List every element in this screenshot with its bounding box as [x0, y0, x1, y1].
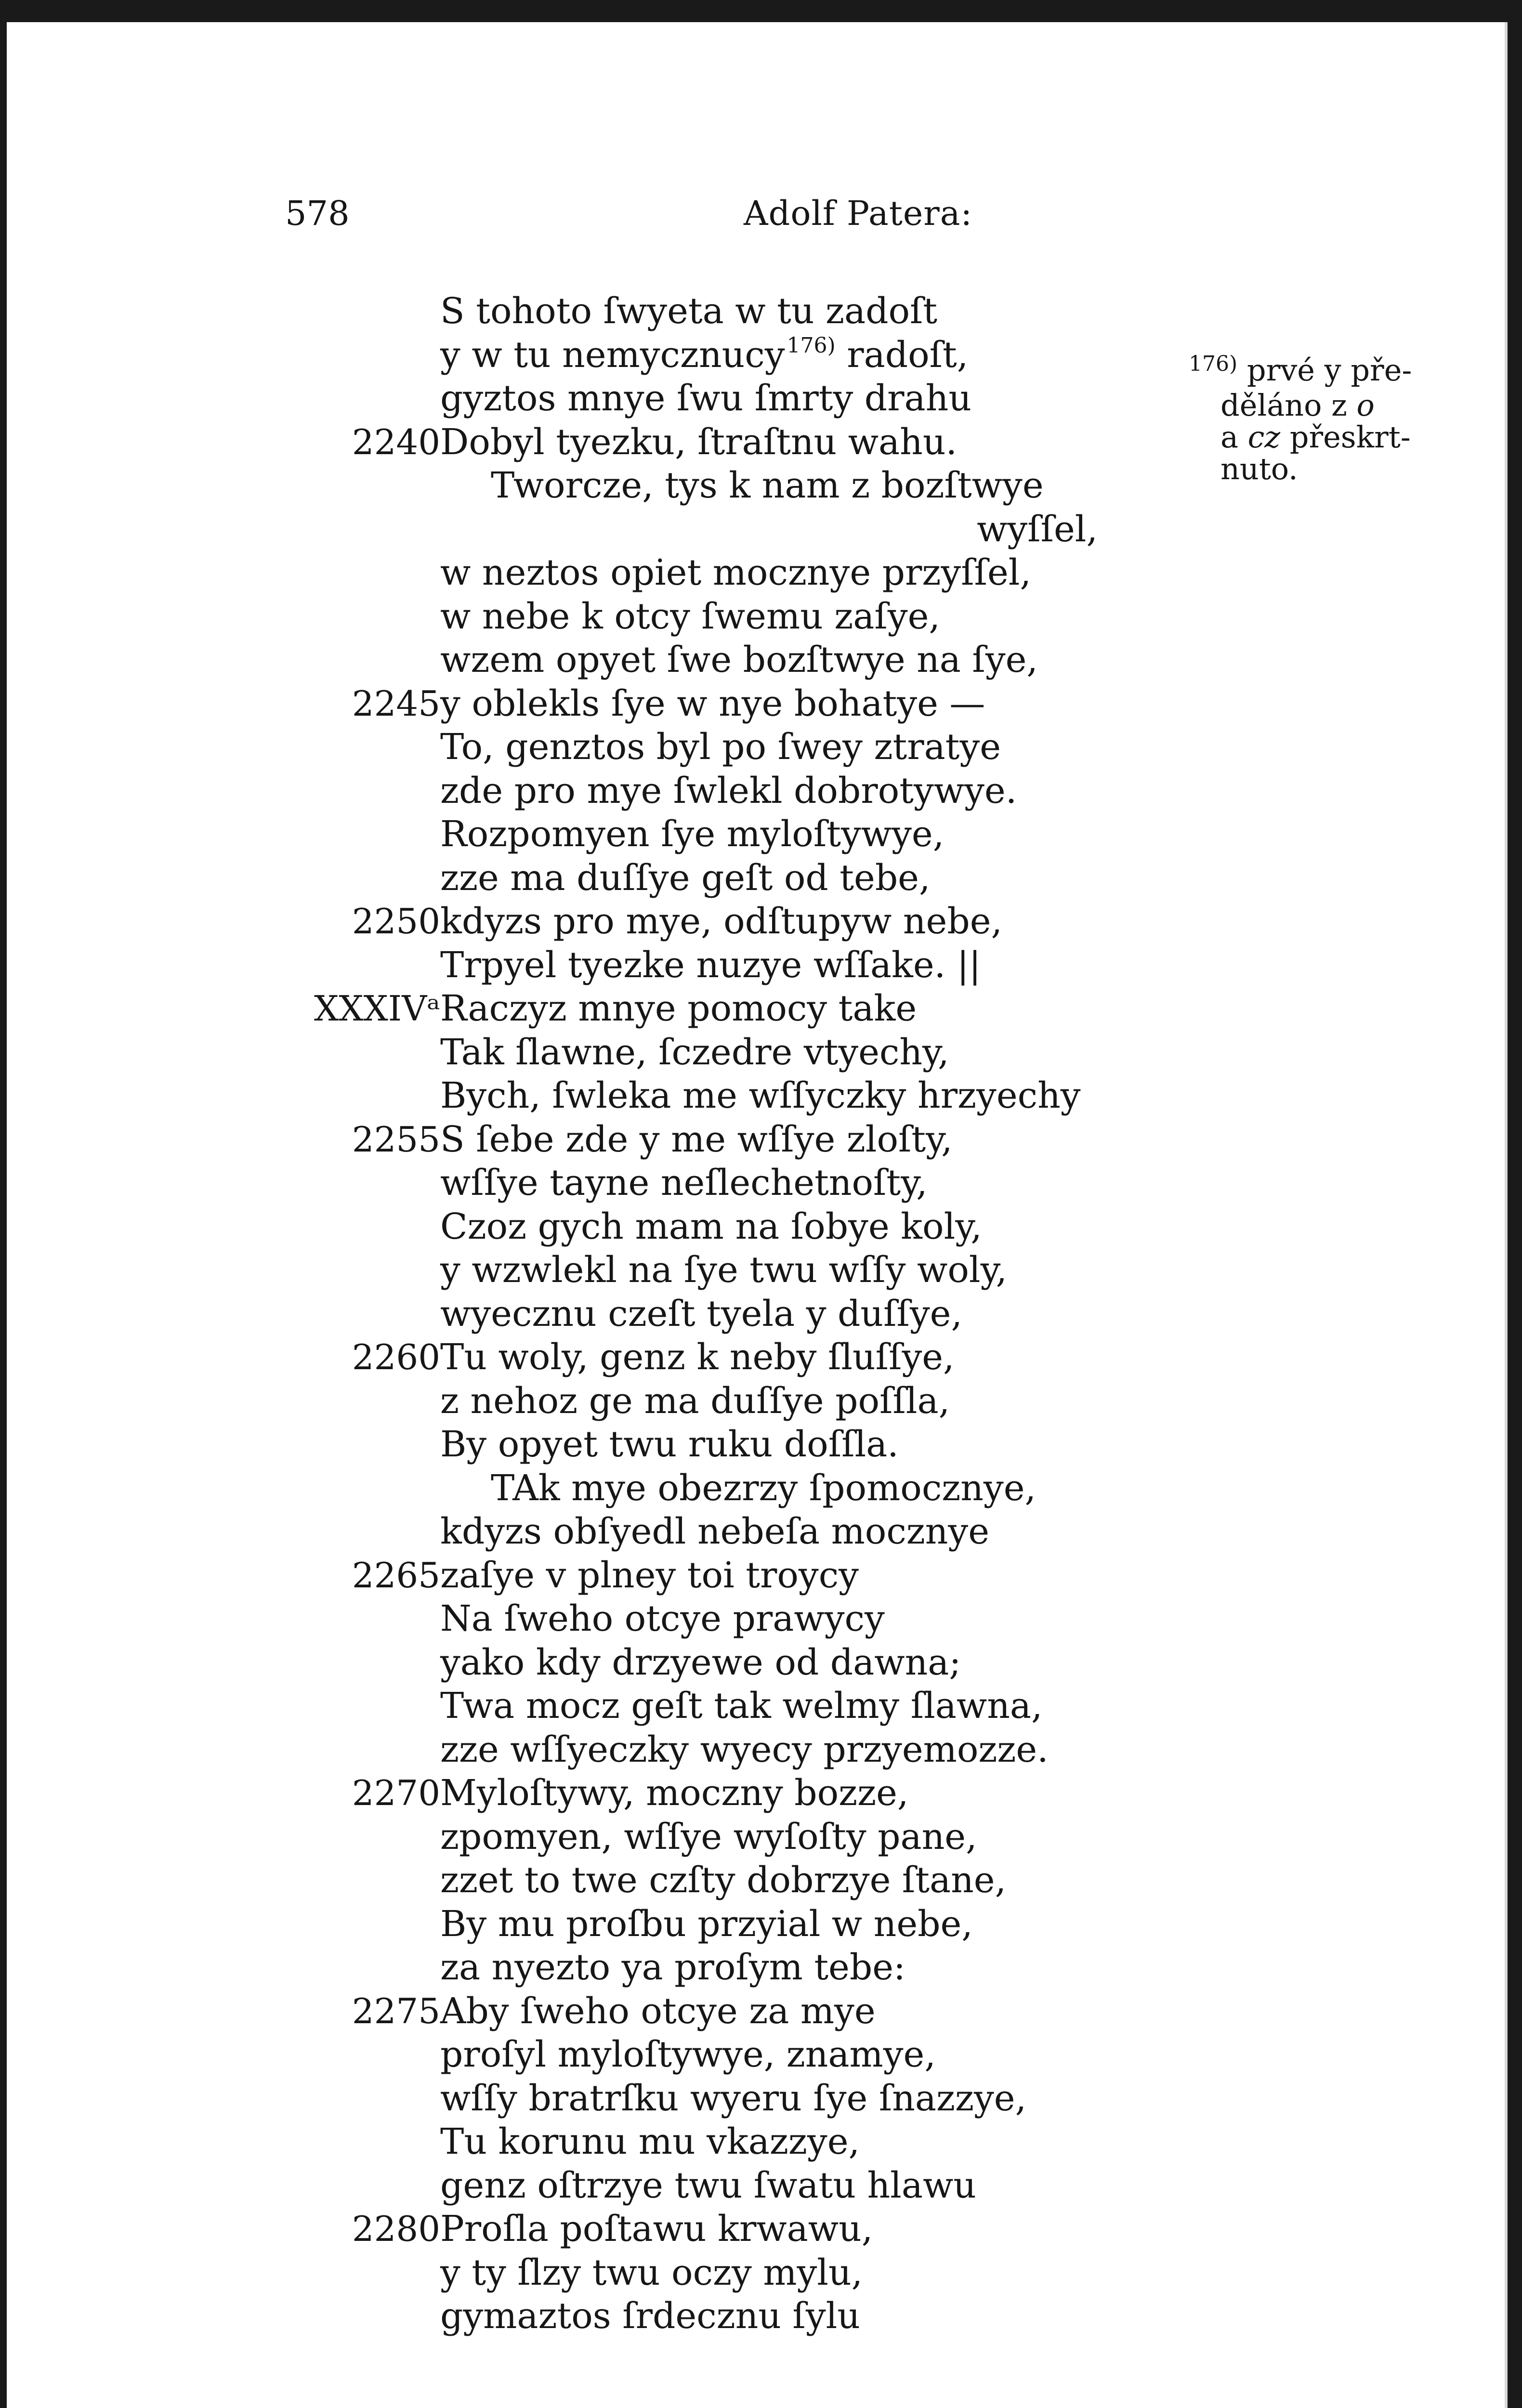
verse-text-line: w nebe k otcy ſwemu zaſye,	[440, 595, 940, 637]
verse-text-line: Bych, ſwleka me wſſyczky hrzyechy	[440, 1075, 1081, 1116]
verse-line	[7, 289, 1505, 333]
verse-line	[7, 769, 1505, 813]
footnote	[1187, 354, 1456, 485]
verse-line	[7, 1118, 1505, 1162]
verse-text-line: Proſla poſtawu krwawu,	[440, 2208, 873, 2250]
verse-text-line: zde pro mye ſwlekl dobrotywye.	[440, 770, 1017, 811]
verse-line	[7, 638, 1505, 682]
verse-text-line: y w tu nemycznucy$^{176)}$ radoſt,	[440, 333, 969, 376]
footnote-marker: 176)	[1189, 352, 1238, 376]
verse-line	[7, 1554, 1505, 1597]
verse-line	[7, 2077, 1505, 2120]
verse-line	[7, 2120, 1505, 2164]
verse-text-line: proſyl myloſtywye, znamye,	[440, 2034, 936, 2075]
verse-text-line: z nehoz ge ma duſſye poſſla,	[440, 1380, 950, 1422]
verse-text-line: Trpyel tyezke nuzye wſſake. ||	[440, 944, 981, 986]
verse-line	[7, 1248, 1505, 1292]
verse-text-line: kdyzs pro mye, odſtupyw nebe,	[440, 901, 1003, 942]
verse-text-line: Na ſweho otcye prawycy	[440, 1598, 885, 1639]
verse-text-line: Raczyz mnye pomocy take	[440, 988, 917, 1029]
verse-text-line: Tu korunu mu vkazzye,	[440, 2121, 860, 2162]
verse-text-line: gymaztos ſrdecznu ſylu	[440, 2295, 860, 2337]
verse-line	[7, 1074, 1505, 1118]
verse-text-line: wyecznu czeſt tyela y duſſye,	[440, 1293, 962, 1335]
verse-text-line: Czoz gych mam na ſobye koly,	[440, 1205, 982, 1247]
verse-text-line: zaſye v plney toi troycy	[440, 1554, 859, 1596]
verse-line	[7, 2207, 1505, 2251]
verse-text-line: Twa mocz geſt tak welmy ſlawna,	[440, 1685, 1043, 1727]
verse-text-line: S ſebe zde y me wſſye zloſty,	[440, 1118, 953, 1160]
line-number: 2260	[352, 1337, 440, 1377]
verse-line	[7, 1858, 1505, 1902]
verse-text-line: zze wſſyeczky wyecy przyemozze.	[440, 1728, 1049, 1770]
verse-line	[7, 1902, 1505, 1946]
verse-line	[7, 595, 1505, 639]
verse-line	[7, 682, 1505, 726]
line-number: 2240	[352, 421, 440, 462]
verse-line	[7, 1815, 1505, 1859]
line-number: 2280	[352, 2209, 440, 2249]
verse-text-line: wſſy bratrſku wyeru ſye ſnazzye,	[440, 2077, 1027, 2119]
verse-line	[7, 1641, 1505, 1685]
verse-text-line: By mu proſbu przyial w nebe,	[440, 1903, 973, 1945]
footnote-line: nuto.	[1220, 451, 1298, 486]
document-page	[7, 22, 1508, 2408]
verse-line	[7, 1335, 1505, 1379]
verse-text-line: wſſye tayne neſlechetnoſty,	[440, 1162, 928, 1204]
verse-text-line: Aby ſweho otcye za mye	[440, 1990, 876, 2032]
verse-line	[7, 1466, 1505, 1510]
line-number: XXXIVᵃ	[314, 988, 440, 1029]
verse-text-line: w neztos opiet mocznye przyſſel,	[440, 552, 1031, 593]
verse-line	[7, 551, 1505, 595]
verse-line	[7, 812, 1505, 856]
verse-text-line: Tu woly, genz k neby ſluſſye,	[440, 1336, 955, 1378]
verse-line	[7, 508, 1505, 551]
footnote-reference: 176)	[787, 333, 836, 358]
verse-text-line: zzet to twe czſty dobrzye ſtane,	[440, 1859, 1007, 1901]
verse-line	[7, 1161, 1505, 1205]
verse-line	[7, 1989, 1505, 2033]
footnote-line: $^{176)}$ prvé y pře-	[1189, 352, 1412, 388]
verse-line	[7, 2251, 1505, 2295]
verse-text-line: genz oſtrzye twu ſwatu hlawu	[440, 2164, 976, 2206]
verse-text-line: Dobyl tyezku, ſtraſtnu wahu.	[440, 421, 957, 463]
verse-text-line: Tak ſlawne, ſczedre vtyechy,	[440, 1031, 949, 1073]
verse-text-line: By opyet twu ruku doſſla.	[440, 1424, 899, 1465]
verse-line	[7, 2033, 1505, 2077]
line-number: 2270	[352, 1773, 440, 1813]
verse-line	[7, 1423, 1505, 1466]
verse-line	[7, 1031, 1505, 1074]
verse-text-line: yako kdy drzyewe od dawna;	[440, 1641, 961, 1683]
verse-line	[7, 1597, 1505, 1641]
verse-text-line: S tohoto ſwyeta w tu zadoſt	[440, 290, 938, 332]
footnote-line: děláno z o	[1220, 388, 1375, 423]
verse-line	[7, 1205, 1505, 1249]
line-number: 2250	[352, 901, 440, 942]
verse-line	[7, 1771, 1505, 1815]
verse-text	[7, 289, 1505, 2338]
footnote-line: a cz přeskrt-	[1220, 419, 1411, 455]
verse-line	[7, 1292, 1505, 1336]
verse-text-line: wzem opyet ſwe bozſtwye na ſye,	[440, 639, 1038, 681]
verse-line	[7, 1510, 1505, 1554]
verse-line	[7, 943, 1505, 987]
verse-line	[7, 2164, 1505, 2208]
running-head: Adolf Patera:	[744, 194, 973, 233]
verse-text-line: TAk mye obezrzy ſpomocznye,	[491, 1467, 1037, 1509]
verse-text-line: gyztos mnye ſwu ſmrty drahu	[440, 378, 971, 419]
line-number: 2275	[352, 1990, 440, 2031]
verse-text-line: wyſſel,	[977, 508, 1098, 550]
verse-line	[7, 1379, 1505, 1423]
verse-text-line: y ty ſlzy twu oczy mylu,	[440, 2251, 863, 2293]
page-header	[7, 194, 1505, 237]
verse-line	[7, 1684, 1505, 1728]
verse-text-line: Myloſtywy, moczny bozze,	[440, 1772, 909, 1814]
verse-text-line: To, genztos byl po ſwey ztratye	[440, 726, 1001, 768]
line-number: 2245	[352, 683, 440, 724]
verse-text-line: Rozpomyen ſye myloſtywye,	[440, 813, 945, 855]
line-number: 2255	[352, 1119, 440, 1160]
line-number: 2265	[352, 1555, 440, 1596]
verse-text-line: y wzwlekl na ſye twu wſſy woly,	[440, 1249, 1008, 1291]
verse-line	[7, 987, 1505, 1031]
verse-text-line: Tworcze, tys k nam z bozſtwye	[491, 465, 1044, 506]
verse-line	[7, 856, 1505, 900]
verse-line	[7, 1728, 1505, 1772]
page-number: 578	[285, 194, 350, 233]
verse-line	[7, 2294, 1505, 2338]
verse-text-line: zpomyen, wſſye wyſoſty pane,	[440, 1816, 977, 1858]
verse-text-line: zze ma duſſye geſt od tebe,	[440, 857, 931, 899]
verse-text-line: y oblekls ſye w nye bohatye —	[440, 682, 985, 724]
verse-line	[7, 725, 1505, 769]
verse-text-line: za nyezto ya proſym tebe:	[440, 1947, 905, 1988]
verse-text-line: kdyzs obſyedl nebeſa mocznye	[440, 1511, 990, 1552]
verse-line	[7, 900, 1505, 943]
verse-line	[7, 1946, 1505, 1989]
